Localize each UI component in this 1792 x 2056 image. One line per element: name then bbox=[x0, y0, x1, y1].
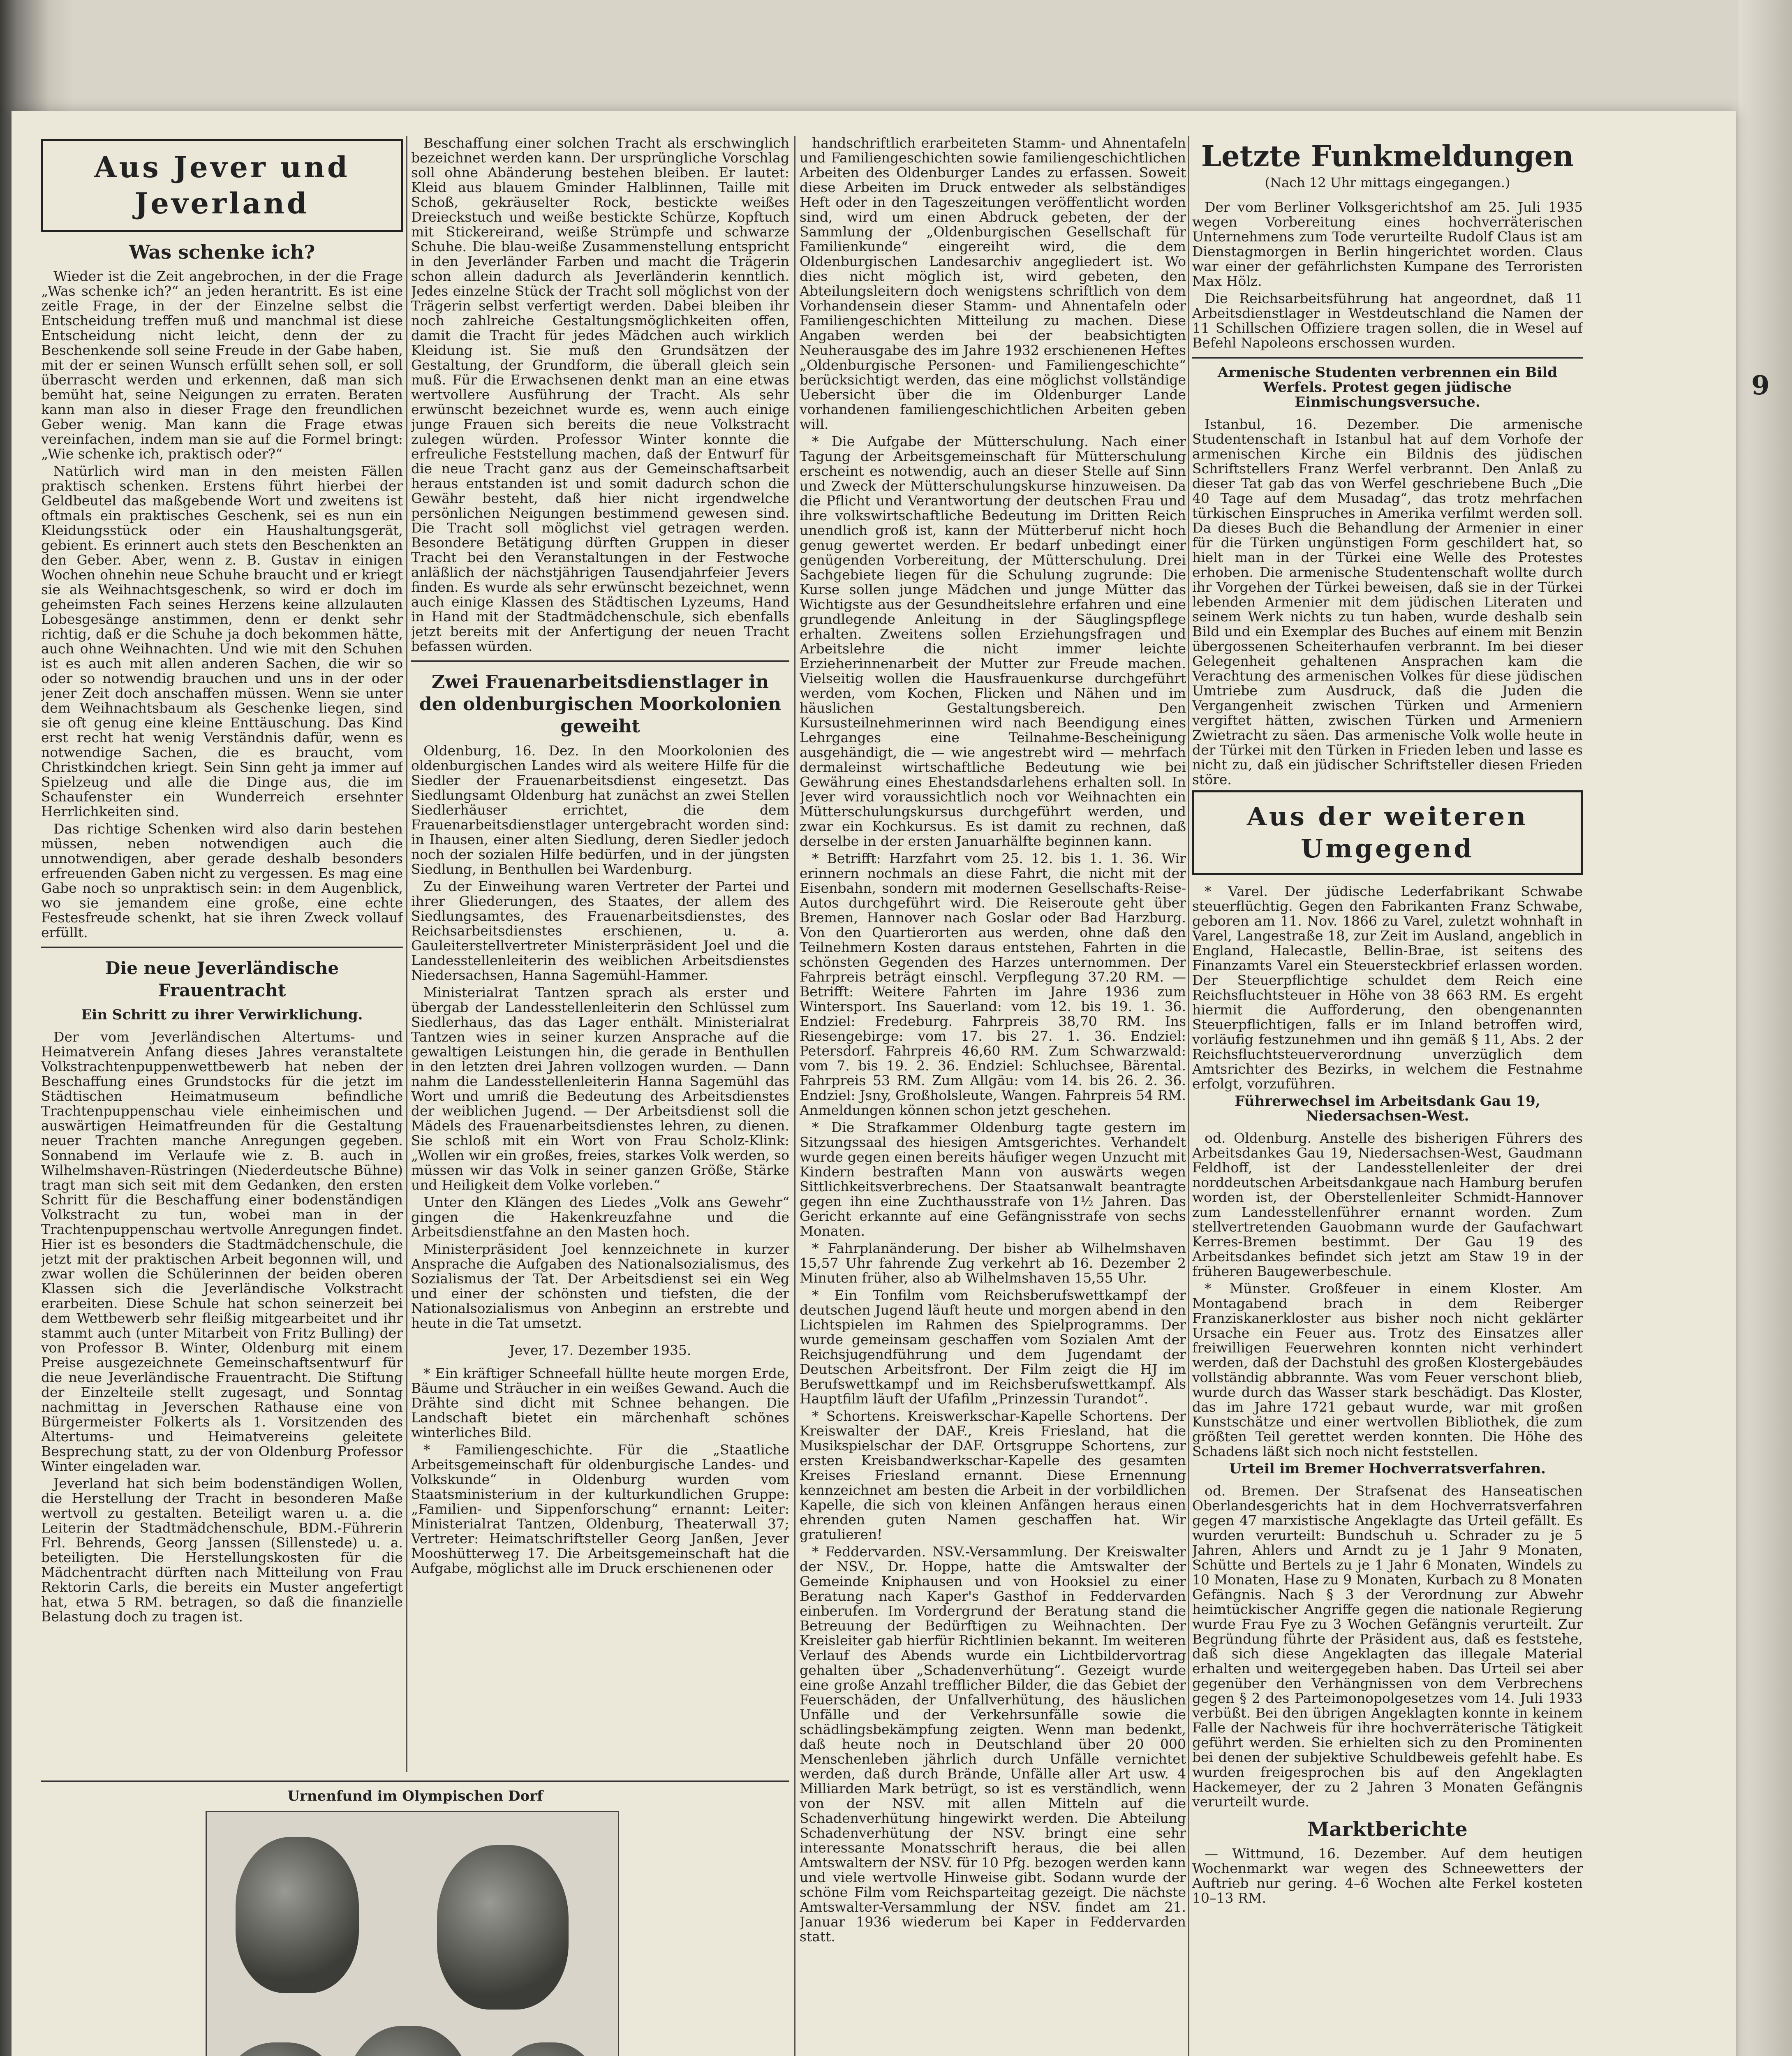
article-paragraph: Natürlich wird man in den meisten Fällen praktisch schenken. Erstens führt hierbei der Geldbeutel das maßgebende Wort und zweitens ist oftmals ein praktisches Geschenk, sei es nun ein Kleidungsstück oder ein Haushaltungsgerät, gebient. Es erinnert auch stets den Beschenkten an den Geber. Aber, wenn z. B. Gustav in einigen Wochen ohnehin neue Schuhe braucht und er kriegt sie als Weihnachtsgeschenk, so wird er doch im geheimsten Fach seines Herzens keine allzulauten Lobesgesänge anstimmen, denn er denkt sehr richtig, daß er die Schuhe ja doch bekommen hätte, auch ohne Weihnachten. Und wie mit den Schuhen ist es auch mit allen anderen Sachen, die wir so oder so notwendig brauchen und uns in der oder jener Zeit doch anschaffen müssen. Wenn sie unter dem Weihnachtsbaum als Geschenke liegen, sind sie oft genug eine kleine Enttäuschung. Das Kind erst recht hat wenig Verständnis dafür, wenn es notwendige Sachen, die es braucht, vom Christkindchen kriegt. Sein Sinn geht ja immer auf Spielzeug und alle die Dinge aus, die im Schaufenster ein Wunderreich ersehnter Herrlichkeiten sind. bbox=[41, 463, 403, 820]
column-3 bbox=[800, 136, 1186, 2056]
article-paragraph: * Varel. Der jüdische Lederfabrikant Schwabe steuerflüchtig. Gegen den Fabrikanten Franz Schwabe, geboren am 11. Nov. 1866 zu Varel, zuletzt wohnhaft in Varel, Langestraße 18, zur Zeit im Ausland, angeblich in England, Halecastle, Bellin-Brae, ist seitens des Finanzamts Varel ein Steuersteckbrief erlassen worden. Der Steuerpflichtige schuldet dem Reich eine Reichsfluchtsteuer in Höhe von 38 663 RM. Es ergeht hiermit die Aufforderung, den obengenannten Steuerpflichtigen, falls er im Inland betroffen wird, vorläufig festzunehmen und ihn gemäß § 11, Abs. 2 der Reichsfluchtsteuerverordnung unverzüglich dem Amtsrichter des Bezirks, in welchem die Festnahme erfolgt, vorzuführen. bbox=[1192, 883, 1583, 1092]
urn-vase bbox=[490, 2042, 606, 2056]
article-paragraph: * Die Aufgabe der Mütterschulung. Nach einer Tagung der Arbeitsgemeinschaft für Mütterschulung erscheint es notwendig, auch an dieser Stelle auf Sinn und Zweck der Mütterschulungskurse hinzuweisen. Da die Pflicht und Verantwortung der deutschen Frau und ihre volkswirtschaftliche Bedeutung im Dritten Reich unendlich groß ist, kann der Mütterberuf nicht hoch genug gewertet werden. Er bedarf unbedingt einer genügenden Vorbereitung, der Mütterschulung. Drei Sachgebiete liegen für die Schulung zugrunde: Die Kurse sollen junge Mädchen und junge Mütter das Wichtigste aus der Gesundheitslehre erfahren und eine grundlegende Anleitung in der Säuglingspflege erhalten. Zweitens sollen Erziehungsfragen und Arbeitslehre die nicht immer leichte Erzieherinnenarbeit der Mutter zur Freude machen. Vielseitig wollen die Hausfrauenkurse durchgeführt werden, vom Kochen, Flicken und Nähen und im häuslichen Gestaltungsbereich. Den Kursusteilnehmerinnen wird nach Beendigung eines Lehrganges eine Teilnahme-Bescheinigung ausgehändigt, die — wie angestrebt wird — mehrfach dermaleinst wirtschaftliche Bedeutung wie bei Gewährung eines Ehestandsdarlehens erhalten soll. In Jever wird voraussichtlich noch vor Weihnachten ein Mütterschulungskursus durchgeführt werden, und zwar ein Kochkursus. Es ist damit zu rechnen, daß derselbe in der ersten Januarhälfte beginnen kann. bbox=[800, 433, 1186, 849]
article-paragraph: Jeverland hat sich beim bodenständigen Wollen, die Herstellung der Tracht in besonderen Maße wertvoll zu gestalten. Beteiligt waren u. a. die Leiterin der Stadtmädchenschule, BDM.-Führerin Frl. Behrends, Georg Janssen (Sillenstede) u. a. beteiligten. Die Herstellungskosten für die Mädchentracht dürften nach Mitteilung von Frau Rektorin Carls, die bereits ein Muster angefertigt hat, etwa 5 RM. betragen, so daß die finanzielle Belastung doch zu tragen ist. bbox=[41, 1475, 403, 1625]
article-paragraph: * Ein kräftiger Schneefall hüllte heute morgen Erde, Bäume und Sträucher in ein weißes Gewand. Auch die Drähte sind dicht mit Schnee behangen. Die Landschaft bietet ein märchenhaft schönes winterliches Bild. bbox=[411, 1365, 789, 1440]
article-paragraph: * Betrifft: Harzfahrt vom 25. 12. bis 1. 1. 36. Wir erinnern nochmals an diese Fahrt, die nicht mit der Eisenbahn, sondern mit modernen Gesellschafts-Reise-Autos durchgeführt wird. Die Reiseroute geht über Bremen, Hannover nach Goslar oder Bad Harzburg. Von den Quartierorten aus werden, ohne daß den Teilnehmern Kosten daraus entstehen, Fahrten in die schönsten Gegenden des Harzes unternommen. Der Fahrpreis beträgt einschl. Verpflegung 37.20 RM. — Betrifft: Weitere Fahrten im Jahre 1936 zum Wintersport. Ins Sauerland: vom 12. bis 19. 1. 36. Endziel: Fredeburg. Fahrpreis 38,70 RM. Ins Riesengebirge: vom 17. bis 27. 1. 36. Endziel: Petersdorf. Fahrpreis 46,60 RM. Zum Schwarzwald: vom 7. bis 19. 2. 36. Endziel: Schluchsee, Bärental. Fahrpreis 53 RM. Zum Allgäu: vom 14. bis 26. 2. 36. Endziel: Jsny, Großholsleute, Wangen. Fahrpreis 54 RM. Anmeldungen können schon jetzt geschehen. bbox=[800, 850, 1186, 1118]
divider bbox=[41, 947, 403, 948]
photo-title: Urnenfund im Olympischen Dorf bbox=[287, 1788, 543, 1804]
article-paragraph: Der vom Berliner Volksgerichtshof am 25. Juli 1935 wegen Vorbereitung eines hochverräterischen Unternehmens zum Tode verurteilte Rudolf Claus ist am Dienstagmorgen in Berlin hingerichtet worden. Claus war einer der gefährlichsten Kumpane des Terroristen Max Hölz. bbox=[1192, 199, 1583, 289]
column-1 bbox=[41, 136, 403, 1772]
article-paragraph: * Familiengeschichte. Für die „Staatliche Arbeitsgemeinschaft für oldenburgische Landes- und Volkskunde“ in Oldenburg wurden vom Staatsministerium in der kulturkundlichen Gruppe: „Familien- und Sippenforschung“ ernannt: Leiter: Ministerialrat Tantzen, Oldenburg, Theaterwall 37; Vertreter: Heimatschriftsteller Georg Janßen, Jever Mooshütterweg 17. Die Arbeitsgemeinschaft hat die Aufgabe, möglichst alle im Druck erschienenen oder bbox=[411, 1442, 789, 1576]
section-title-box: Aus der weiteren Umgegend bbox=[1192, 790, 1583, 875]
article-paragraph: Das richtige Schenken wird also darin bestehen müssen, neben notwendigen auch die unnotwendigen, aber gerade deshalb besonders erfreuenden Gaben nicht zu vergessen. Es mag eine Gabe noch so unpraktisch sein: in dem Augenblick, wo sie jemandem eine große, eine echte Festesfreude schenkt, hat sie ihren Zweck vollauf erfüllt. bbox=[41, 821, 403, 940]
article-headline: Führerwechsel im Arbeitsdank Gau 19, Niedersachsen-West. bbox=[1235, 1093, 1540, 1124]
article-headline: Die neue Jeverländische Frauentracht bbox=[105, 958, 339, 1000]
urn-vase bbox=[236, 1837, 359, 1993]
article-headline: Zwei Frauenarbeitsdienstlager in den oldenburgischen Moorkolonien geweiht bbox=[419, 671, 782, 737]
article-paragraph: Beschaffung einer solchen Tracht als erschwinglich bezeichnet werden kann. Der ursprüngliche Vorschlag soll ohne Abänderung bestehen bleiben. Er lautet: Kleid aus blauem Gminder Halblinnen, Taille mit Schoß, gekräuselter Rock, bestickte weißes Dreieckstuch und weiße bestickte Schürze, Kopftuch mit Stickereirand, weiße Strümpfe und schwarze Schuhe. Die blau-weiße Zusammenstellung entspricht in den Jeverländer Farben und macht die Trägerin schon allein dadurch als Jeverländerin kenntlich. Jedes einzelne Stück der Tracht soll möglichst von der Trägerin selbst verfertigt werden. Dabei bleiben ihr noch zahlreiche Gestaltungsmöglichkeiten offen, damit die Tracht für jedes Mädchen auch wirklich Kleidung ist. Sie muß den Grundsätzen der Gestaltung, der Grundform, die überall gleich sein muß. Für die Erwachsenen denkt man an eine etwas wertvollere Ausführung der Tracht. Als sehr erwünscht bezeichnet wurde es, wenn auch einige junge Frauen sich bereits die neue Volkstracht zulegen würden. Professor Winter konnte die erfreuliche Feststellung machen, daß der Entwurf für die neue Tracht ganz aus der Gemeinschaftsarbeit heraus entstanden ist und somit dadurch schon die Gewähr besteht, daß hier nicht irgendwelche persönlichen Neigungen bestimmend gewesen sind. Die Tracht soll möglichst viel getragen werden. Besondere Betätigung dürften Gruppen in dieser Tracht bei den Veranstaltungen in der Festwoche anläßlich der nächstjährigen Tausendjahrfeier Jevers finden. Es wurde als sehr erwünscht bezeichnet, wenn auch einige Klassen des Städtischen Lyzeums, Hand in Hand mit der Stadtmädchenschule, sich ebenfalls jetzt bereits mit der Anfertigung der neuen Tracht befassen würden. bbox=[411, 136, 789, 654]
article-paragraph: Unter den Klängen des Liedes „Volk ans Gewehr“ gingen die Hakenkreuzfahne und die Arbeitsdienstfahne an den Masten hoch. bbox=[411, 1194, 789, 1240]
column-2 bbox=[411, 136, 789, 1772]
article-paragraph: handschriftlich erarbeiteten Stamm- und Ahnentafeln und Familiengeschichten sowie familiengeschichtlichen Arbeiten des Oldenburger Landes zu erfassen. Soweit diese Arbeiten im Druck entweder als selbständiges Heft oder in den Tageszeitungen veröffentlicht worden sind, wird um einen Abdruck gebeten, der der Sammlung der „Oldenburgischen Gesellschaft für Familienkunde“ eingereiht wird, die dem Oldenburgischen Landesarchiv angegliedert ist. Wo dies nicht möglich ist, wird gebeten, den Abteilungsleitern doch wenigstens schriftlich von dem Vorhandensein dieser Stamm- und Ahnentafeln oder Familiengeschichten Mitteilung zu machen. Diese Angaben werden bei der beabsichtigten Neuherausgabe des im Jahre 1932 erschienenen Heftes „Oldenburgische Personen- und Familiengeschichte“ berücksichtigt werden, das eine möglichst vollständige Uebersicht über die im Oldenburger Lande vorhandenen familiengeschichtlichen Arbeiten geben will. bbox=[800, 136, 1186, 432]
urn-vase bbox=[219, 2042, 342, 2056]
photo-block bbox=[41, 1780, 789, 2056]
article-paragraph: od. Bremen. Der Strafsenat des Hanseatischen Oberlandesgerichts hat in dem Hochverratsverfahren gegen 47 marxistische Angeklagte das Urteil gefällt. Es wurden verurteilt: Bundschuh u. Schrader zu je 5 Jahren, Ahlers und Arndt zu je 1 Jahr 9 Monaten, Schütte und Bertels zu je 1 Jahr 6 Monaten, Windels zu 10 Monaten, Hase zu 9 Monaten, Kurbach zu 8 Monaten Gefängnis. Nach § 3 der Verordnung zur Abwehr heimtückischer Angriffe gegen die nationale Regierung wurde Frau Fye zu 3 Wochen Gefängnis verurteilt. Zur Begründung führte der Präsident aus, daß es feststehe, daß sich diese Angeklagten das illegale Material erhalten und weitergegeben haben. Das Urteil sei aber gegenüber den Verhängnissen von dem Verbrechens gegen § 2 des Parteimonopolgesetzes vom 14. Juli 1933 verbüßt. Bei den übrigen Angeklagten konnte in keinem Falle der Nachweis für ihre hochverräterische Tätigkeit geführt werden. Sie erhielten sich zu den Prominenten bei denen der subjektive Schuldbeweis gefehlt habe. Es wurden freigesprochen bis auf den Angeklagten Hackemeyer, der zu 2 Jahren 3 Monaten Gefängnis verurteilt wurde. bbox=[1192, 1483, 1583, 1810]
article-headline: Was schenke ich? bbox=[129, 241, 315, 263]
page-edge bbox=[1739, 0, 1792, 2056]
article-paragraph: Oldenburg, 16. Dez. In den Moorkolonien des oldenburgischen Landes wird als weitere Hilfe für die Siedler der Frauenarbeitsdienst eingesetzt. Das Siedlungsamt Oldenburg hat zunächst an zwei Stellen Siedlerhäuser errichtet, die dem Frauenarbeitsdienstlager untergebracht worden sind: in Ihausen, einer alten Siedlung, deren Siedler jedoch noch der sozialen Hilfe bedürfen, und in der jüngsten Siedlung, in Benthullen bei Wardenburg. bbox=[411, 743, 789, 877]
divider bbox=[411, 660, 789, 662]
article-headline: Armenische Studenten verbrennen ein Bild Werfels. Protest gegen jüdische Einmischungsversuche. bbox=[1217, 364, 1558, 410]
article-paragraph: * Die Strafkammer Oldenburg tagte gestern im Sitzungssaal des hiesigen Amtsgerichtes. Verhandelt wurde gegen einen bereits häufiger wegen Unzucht mit Kindern bestraften Mann von auswärts wegen Sittlichkeitsverbrechens. Der Staatsanwalt beantragte gegen ihn eine Zuchthausstrafe von 1½ Jahren. Das Gericht erkannte auf eine Gefängnisstrafe von sechs Monaten. bbox=[800, 1119, 1186, 1239]
article-paragraph: Ministerpräsident Joel kennzeichnete in kurzer Ansprache die Aufgaben des Nationalsozialismus, des Sozialismus der Tat. Der Arbeitsdienst sei ein Weg und einer der schönsten und tiefsten, die der Nationalsozialismus von Anbeginn an erstrebte und heute in die Tat umsetzt. bbox=[411, 1241, 789, 1331]
article-paragraph: Istanbul, 16. Dezember. Die armenische Studentenschaft in Istanbul hat auf dem Vorhofe der armenischen Kirche ein Bildnis des jüdischen Schriftstellers Franz Werfel verbrannt. Den Anlaß zu dieser Tat gab das von Werfel geschriebene Buch „Die 40 Tage auf dem Musadag“, das trotz mehrfachen türkischen Einspruches in Amerika verfilmt werden soll. Da dieses Buch die Behandlung der Armenier in einer für die Türken ungünstigen Form geschildert hat, so hielt man in der Türkei eine Welle des Protestes erhoben. Die armenische Studentenschaft wollte durch ihr Vorgehen der Türkei beweisen, daß sie in der Türkei lebenden Armenier mit dem jüdischen Literaten und seinem Werk nichts zu tun haben, wurde deshalb sein Bild und ein Exemplar des Buches auf einem mit Benzin übergossenen Scheiterhaufen verbrannt. Im bei dieser Gelegenheit gehaltenen Ansprachen kam die Verachtung des armenischen Volkes für diese jüdischen Umtriebe zum Ausdruck, daß die Juden die Vergangenheit zwischen Türken und Armeniern vergiftet hätten, zwischen Türken und Armeniern Zwietracht zu säen. Das armenische Volk wolle heute in der Türkei mit den Türken in Frieden leben und lasse es nicht zu, daß ein jüdischer Schriftsteller diesen Frieden störe. bbox=[1192, 416, 1583, 787]
urn-vase bbox=[342, 2026, 474, 2056]
article-headline: Letzte Funkmeldungen bbox=[1201, 139, 1574, 173]
urn-photo bbox=[206, 1811, 619, 2056]
article-paragraph: Wieder ist die Zeit angebrochen, in der die Frage „Was schenke ich?“ an jeden herantritt. Es ist eine zeitle Frage, in der der Einzelne selbst die Entscheidung treffen muß und manchmal ist diese Entscheidung nicht leicht, denn der zu Beschenkende soll seine Freude in der Gabe haben, mit der er seinen Wunsch erfüllt sehen soll, er soll überrascht werden und erkennen, daß man sich bemüht hat, seine Neigungen zu erraten. Beraten kann man also in dieser Frage den freundlichen Geber wenig. Man kann die Frage etwas vereinfachen, indem man sie auf die Formel bringt: „Wie schenke ich, praktisch oder?“ bbox=[41, 268, 403, 462]
article-paragraph: * Feddervarden. NSV.-Versammlung. Der Kreiswalter der NSV., Dr. Hoppe, hatte die Amtswalter der Gemeinde Kniphausen und von Hooksiel zu einer Beratung nach Kaper's Gasthof in Feddervarden einberufen. Im Vordergrund der Beratung stand die Betreuung der Bedürftigen zu Weihnachten. Der Kreisleiter gab hierfür Richtlinien bekannt. Im weiteren Verlauf des Abends wurde ein Lichtbildervortrag gehalten über „Schadenverhütung“. Gezeigt wurde eine große Anzahl trefflicher Bilder, die das Gebiet der Feuerschäden, der Unfallverhütung, des häuslichen Unfälle und der Verkehrsunfälle sowie die schädlingsbekämpfung zeigten. Wenn man bedenkt, daß heute noch in Deutschland über 20 000 Menschenleben jährlich durch Unfälle vernichtet werden, daß durch Brände, Unfälle aller Art usw. 4 Milliarden Mark betrügt, so ist es verständlich, wenn von der NSV. mit allen Mitteln auf die Schadenverhütung hingewirkt werden. Die Abteilung Schadenverhütung der NSV. bringt eine sehr interessante Monatsschrift heraus, die bei allen Amtswaltern der NSV. für 10 Pfg. bezogen werden kann und viele wertvolle Hinweise gibt. Sodann wurde der schöne Film vom Reichsparteitag gezeigt. Die nächste Amtswalter-Versammlung der NSV. findet am 21. Januar 1936 wiederum bei Kaper in Feddervarden statt. bbox=[800, 1544, 1186, 1945]
article-paragraph: Ministerialrat Tantzen sprach als erster und übergab der Landesstellenleiterin den Schlüssel zum Siedlerhaus, das das Lager enthält. Ministerialrat Tantzen wies in seiner kurzen Ansprache auf die gewaltigen Leistungen hin, die gerade in Benthullen in den letzten drei Jahren vollzogen wurden. — Dann nahm die Landesstellenleiterin Hanna Sagemühl das Wort und umriß die Bedeutung des Arbeitsdienstes der weiblichen Jugend. — Der Arbeitsdienst soll die Mädels des Frauenarbeitsdienstes lehren, zu dienen. Sie schloß mit ein Wort von Frau Scholz-Klink: „Wollen wir ein großes, freies, starkes Volk werden, so müssen wir das Volk in seiner ganzen Größe, Stärke und Heiligkeit dem Volke vorleben.“ bbox=[411, 984, 789, 1193]
article-headline: Urteil im Bremer Hochverratsverfahren. bbox=[1229, 1461, 1546, 1477]
page-number: 9 bbox=[1751, 370, 1770, 401]
divider bbox=[1192, 357, 1583, 359]
article-paragraph: Der vom Jeverländischen Altertums- und Heimatverein Anfang dieses Jahres veranstaltete Volkstrachtenpuppenwettbewerb hat neben der Beschaffung eines Grundstocks für die jetzt im Städtischen Heimatmuseum befindliche Trachtenpuppenschau viele einheimischen und auswärtigen Heimatfreunden für die Gestaltung neuer Trachten manche Anregungen gegeben. Sonnabend im Verlaufe wie z. B. auch in Wilhelmshaven-Rüstringen (Niederdeutsche Bühne) tragt man sich seit mit dem Gedanken, den ersten Schritt für die Beschaffung einer bodenständigen Volkstracht zu tun, wobei man in der Trachtenpuppenschau wertvolle Anregungen findet. Hier ist es besonders die Stadtmädchenschule, die jetzt mit der praktischen Arbeit begonnen will, und zwar wollen die Schülerinnen der beiden oberen Klassen sich die Jeverländische Volkstracht erarbeiten. Diese Schule hat schon seinerzeit bei dem Wettbewerb sehr fleißig mitgearbeitet und ihr stammt auch (unter Mitarbeit von Fritz Bulling) der von Professor B. Winter, Oldenburg mit einem Preise ausgezeichnete Gemeinschaftsentwurf für die neue Jeverländische Frauentracht. Die Stiftung der Einzelteile stellt zugesagt, und Sonntag nachmittag in Jeverschen Rathause eine von Bürgermeister Folkerts als 1. Vorsitzenden des Altertums- und Heimatvereins geleitete Besprechung statt, zu der von Oldenburg Professor Winter eingeladen war. bbox=[41, 1029, 403, 1474]
urn-vase bbox=[437, 1845, 569, 2010]
article-paragraph: — Wittmund, 16. Dezember. Auf dem heutigen Wochenmarkt war wegen des Schneewetters der Auftrieb nur gering. 4–6 Wochen alte Ferkel kosteten 10–13 RM. bbox=[1192, 1845, 1583, 1906]
article-paragraph: * Münster. Großfeuer in einem Kloster. Am Montagabend brach in dem Reiberger Franziskanerkloster aus bisher noch nicht geklärter Ursache ein Feuer aus. Trotz des Einsatzes aller freiwilligen Feuerwehren konnten nicht verhindert werden, daß der Dachstuhl des großen Klostergebäudes vollständig abbrannte. Was vom Feuer verschont blieb, wurde durch das Wasser stark beschädigt. Das Kloster, das im Jahre 1721 gebaut wurde, war mit großen Kunstschätze und einer wertvollen Bibliothek, die zum größten Teil gerettet werden konnten. Die Höhe des Schadens läßt sich noch nicht feststellen. bbox=[1192, 1280, 1583, 1459]
article-paragraph: od. Oldenburg. Anstelle des bisherigen Führers des Arbeitsdankes Gau 19, Niedersachsen-West, Gaudmann Feldhoff, ist der Landesstellenleiter der drei norddeutschen Arbeitsdankgaue nach Hamburg berufen worden ist, der Oberstellenleiter Schmidt-Hannover zum Landesstellenführer ernannt worden. Zum stellvertretenden Gauobmann wurde der Gaufachwart Kerres-Bremen bestimmt. Der Gau 19 des Arbeitsdankes befindet sich jetzt am Staw 19 in der früheren Baugewerbeschule. bbox=[1192, 1130, 1583, 1279]
article-subheadline: (Nach 12 Uhr mittags eingegangen.) bbox=[1265, 175, 1510, 190]
article-subheadline: Ein Schritt zu ihrer Verwirklichung. bbox=[81, 1007, 363, 1023]
column-rule bbox=[1188, 136, 1189, 2056]
article-headline: Marktberichte bbox=[1307, 1818, 1468, 1841]
article-paragraph: * Ein Tonfilm vom Reichsberufswettkampf der deutschen Jugend läuft heute und morgen abend in den Lichtspielen im Rahmen des Spielprogramms. Der wurde gemeinsam geschaffen vom Sozialen Amt der Reichsjugendführung und dem Jugendamt der Deutschen Arbeitsfront. Der Film zeigt die HJ im Berufswettkampf und im Reichsberufswettkampf. Als Hauptfilm läuft der Ufafilm „Prinzessin Turandot“. bbox=[800, 1287, 1186, 1407]
section-title-box: Aus Jever und Jeverland bbox=[41, 139, 403, 232]
article-paragraph: * Schortens. Kreiswerkschar-Kapelle Schortens. Der Kreiswalter der DAF., Kreis Friesland, hat die Musikspielschar der DAF. Ortsgruppe Schortens, zur ersten Kreisbandwerkschar-Kapelle des gesamten Kreises Friesland ernannt. Diese Ernennung kennzeichnet am besten die Arbeit in der vorbildlichen Kapelle, die sich von kleinen Anfängen heraus einen ehrenden guten Namen geschaffen hat. Wir gratulieren! bbox=[800, 1408, 1186, 1542]
column-4 bbox=[1192, 136, 1583, 2056]
article-paragraph: * Fahrplanänderung. Der bisher ab Wilhelmshaven 15,57 Uhr fahrende Zug verkehrt ab 16. Dezember 2 Minuten früher, also ab Wilhelmshaven 15,55 Uhr. bbox=[800, 1240, 1186, 1286]
article-paragraph: Die Reichsarbeitsführung hat angeordnet, daß 11 Arbeitsdienstlager in Westdeutschland die Namen der 11 Schillschen Offiziere tragen sollen, die in Wesel auf Befehl Napoleons erschossen wurden. bbox=[1192, 290, 1583, 351]
column-rule bbox=[794, 136, 795, 2056]
dateline: Jever, 17. Dezember 1935. bbox=[509, 1342, 691, 1358]
column-rule bbox=[406, 136, 407, 1772]
article-paragraph: Zu der Einweihung waren Vertreter der Partei und ihrer Gliederungen, des Staates, der allem des Siedlungsamtes, des Frauenarbeitsdienstes, des Reichsarbeitsdienstes erschienen, u. a. Gauleiterstellvertreter Ministerpräsident Joel und die Landesstellenleiterin des weiblichen Arbeitsdienstes Niedersachsen, Hanna Sagemühl-Hammer. bbox=[411, 878, 789, 983]
